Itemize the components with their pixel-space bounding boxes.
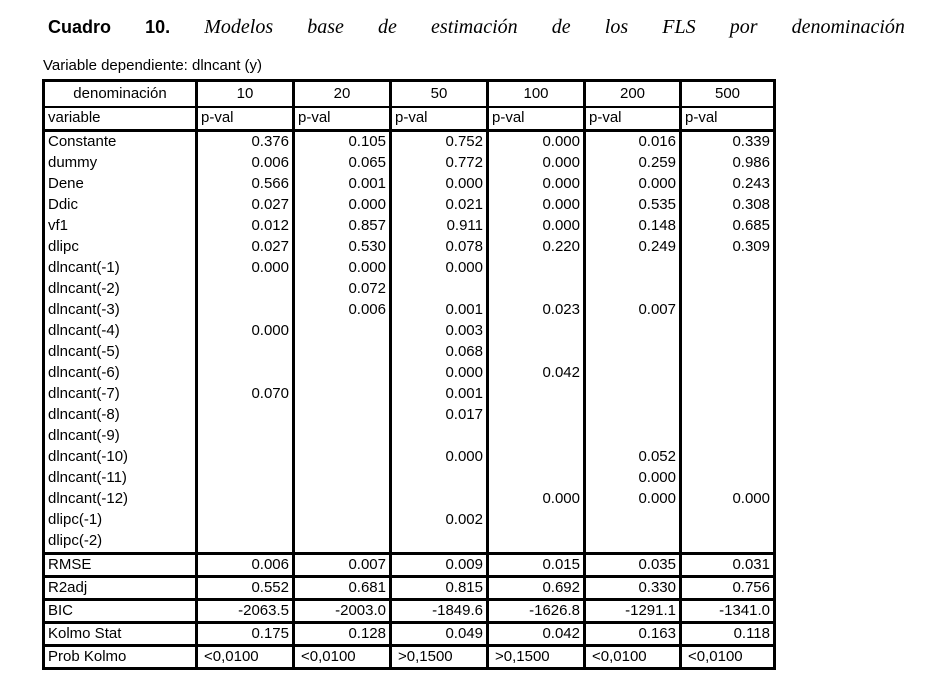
- p-value-cell: 0.000: [391, 363, 488, 384]
- p-value-cell: [488, 531, 585, 554]
- p-value-cell: 0.000: [391, 447, 488, 468]
- p-value-cell: [681, 321, 775, 342]
- p-value-cell: 0.685: [681, 216, 775, 237]
- p-value-cell: [585, 384, 681, 405]
- column-header-50: 50: [391, 81, 488, 108]
- column-header-500: 500: [681, 81, 775, 108]
- stat-value-cell: -1626.8: [488, 600, 585, 623]
- p-value-cell: 0.052: [585, 447, 681, 468]
- stat-value-cell: 0.163: [585, 623, 681, 646]
- stat-value-cell: 0.007: [294, 554, 391, 577]
- pval-header: p-val: [294, 107, 391, 131]
- p-value-cell: [197, 489, 294, 510]
- p-value-cell: [197, 279, 294, 300]
- p-value-cell: 0.000: [488, 216, 585, 237]
- variable-name-cell: Dene: [44, 174, 197, 195]
- table-row: [44, 195, 775, 216]
- p-value-cell: [681, 531, 775, 554]
- p-value-cell: [391, 279, 488, 300]
- stat-value-cell: 0.815: [391, 577, 488, 600]
- table-row: [44, 237, 775, 258]
- variable-name-cell: dlncant(-3): [44, 300, 197, 321]
- p-value-cell: 0.006: [294, 300, 391, 321]
- stat-label-cell: R2adj: [44, 577, 197, 600]
- p-value-cell: 0.857: [294, 216, 391, 237]
- caption-label-word: 10.: [145, 17, 171, 37]
- caption-title-word: de: [378, 16, 397, 38]
- table-row: [44, 300, 775, 321]
- p-value-cell: 0.000: [294, 258, 391, 279]
- p-value-cell: 0.027: [197, 237, 294, 258]
- p-value-cell: 0.000: [681, 489, 775, 510]
- table-row: [44, 321, 775, 342]
- variable-name-cell: dlipc(-1): [44, 510, 197, 531]
- p-value-cell: 0.000: [197, 258, 294, 279]
- table-row: [44, 153, 775, 174]
- stat-value-cell: -2003.0: [294, 600, 391, 623]
- variable-name-cell: dlncant(-6): [44, 363, 197, 384]
- variable-name-cell: vf1: [44, 216, 197, 237]
- p-value-cell: [681, 384, 775, 405]
- table-row: [44, 447, 775, 468]
- table-row: [44, 426, 775, 447]
- p-value-cell: 0.535: [585, 195, 681, 216]
- stat-value-cell: 0.175: [197, 623, 294, 646]
- stat-value-cell: 0.031: [681, 554, 775, 577]
- p-value-cell: 0.752: [391, 131, 488, 154]
- p-value-cell: [294, 489, 391, 510]
- variable-name-cell: dlncant(-4): [44, 321, 197, 342]
- p-value-cell: [585, 342, 681, 363]
- stat-value-cell: 0.042: [488, 623, 585, 646]
- variable-name-cell: dlncant(-5): [44, 342, 197, 363]
- variable-name-cell: dlncant(-2): [44, 279, 197, 300]
- stat-value-cell: 0.330: [585, 577, 681, 600]
- p-value-cell: 0.023: [488, 300, 585, 321]
- summary-row: [44, 554, 775, 577]
- fls-models-table: [42, 79, 776, 670]
- p-value-cell: [488, 426, 585, 447]
- p-value-cell: 0.070: [197, 384, 294, 405]
- p-value-cell: 0.772: [391, 153, 488, 174]
- p-value-cell: [681, 510, 775, 531]
- stat-value-cell: 0.681: [294, 577, 391, 600]
- p-value-cell: 0.000: [585, 174, 681, 195]
- column-header-20: 20: [294, 81, 391, 108]
- p-value-cell: [197, 510, 294, 531]
- stat-value-cell: 0.128: [294, 623, 391, 646]
- p-value-cell: 0.530: [294, 237, 391, 258]
- p-value-cell: [197, 531, 294, 554]
- variable-header-row: [44, 107, 775, 131]
- caption-title-word: estimación: [431, 16, 518, 38]
- p-value-cell: [294, 447, 391, 468]
- p-value-cell: [294, 405, 391, 426]
- stat-value-cell: 0.006: [197, 554, 294, 577]
- caption-title-word: los: [604, 16, 629, 38]
- p-value-cell: [681, 342, 775, 363]
- stat-label-cell: BIC: [44, 600, 197, 623]
- p-value-cell: [488, 405, 585, 426]
- p-value-cell: 0.105: [294, 131, 391, 154]
- p-value-cell: 0.000: [294, 195, 391, 216]
- p-value-cell: 0.220: [488, 237, 585, 258]
- summary-row: [44, 623, 775, 646]
- table-row: [44, 342, 775, 363]
- p-value-cell: [585, 258, 681, 279]
- p-value-cell: 0.006: [197, 153, 294, 174]
- p-value-cell: [391, 468, 488, 489]
- p-value-cell: 0.002: [391, 510, 488, 531]
- pval-header: p-val: [197, 107, 294, 131]
- p-value-cell: 0.001: [294, 174, 391, 195]
- p-value-cell: 0.017: [391, 405, 488, 426]
- variable-name-cell: dlipc(-2): [44, 531, 197, 554]
- p-value-cell: 0.065: [294, 153, 391, 174]
- p-value-cell: [197, 405, 294, 426]
- table-row: [44, 363, 775, 384]
- caption-title-word: base: [307, 16, 344, 38]
- p-value-cell: 0.042: [488, 363, 585, 384]
- p-value-cell: 0.021: [391, 195, 488, 216]
- p-value-cell: [488, 258, 585, 279]
- p-value-cell: 0.000: [391, 174, 488, 195]
- p-value-cell: 0.000: [585, 468, 681, 489]
- p-value-cell: 0.016: [585, 131, 681, 154]
- p-value-cell: [681, 426, 775, 447]
- denomination-header-row: [44, 81, 775, 108]
- p-value-cell: 0.068: [391, 342, 488, 363]
- p-value-cell: [681, 363, 775, 384]
- table-row: [44, 405, 775, 426]
- stat-label-cell: Prob Kolmo: [44, 646, 197, 669]
- pval-header: p-val: [391, 107, 488, 131]
- p-value-cell: 0.000: [488, 195, 585, 216]
- stat-label-cell: RMSE: [44, 554, 197, 577]
- p-value-cell: [488, 342, 585, 363]
- p-value-cell: [294, 531, 391, 554]
- p-value-cell: 0.000: [585, 489, 681, 510]
- p-value-cell: [681, 279, 775, 300]
- p-value-cell: 0.308: [681, 195, 775, 216]
- p-value-cell: 0.911: [391, 216, 488, 237]
- p-value-cell: 0.000: [391, 258, 488, 279]
- stat-value-cell: <0,0100: [681, 646, 775, 669]
- p-value-cell: 0.309: [681, 237, 775, 258]
- caption-title-word: de: [551, 16, 571, 38]
- caption-title-word: Modelos: [204, 16, 274, 38]
- p-value-cell: 0.000: [488, 489, 585, 510]
- p-value-cell: [197, 468, 294, 489]
- p-value-cell: [294, 342, 391, 363]
- p-value-cell: 0.986: [681, 153, 775, 174]
- table-row: [44, 131, 775, 154]
- p-value-cell: [488, 510, 585, 531]
- p-value-cell: [294, 384, 391, 405]
- variable-name-cell: dlncant(-1): [44, 258, 197, 279]
- p-value-cell: 0.000: [488, 174, 585, 195]
- p-value-cell: 0.012: [197, 216, 294, 237]
- p-value-cell: [197, 342, 294, 363]
- p-value-cell: 0.148: [585, 216, 681, 237]
- p-value-cell: 0.001: [391, 384, 488, 405]
- pval-header: p-val: [681, 107, 775, 131]
- p-value-cell: [488, 279, 585, 300]
- p-value-cell: 0.000: [197, 321, 294, 342]
- p-value-cell: [488, 384, 585, 405]
- variable-name-cell: dummy: [44, 153, 197, 174]
- p-value-cell: [585, 405, 681, 426]
- stat-value-cell: <0,0100: [197, 646, 294, 669]
- stat-value-cell: 0.009: [391, 554, 488, 577]
- p-value-cell: [294, 468, 391, 489]
- p-value-cell: [488, 468, 585, 489]
- p-value-cell: [294, 510, 391, 531]
- column-header-10: 10: [197, 81, 294, 108]
- pval-header: p-val: [488, 107, 585, 131]
- variable-header: variable: [44, 107, 197, 131]
- stat-value-cell: -1341.0: [681, 600, 775, 623]
- p-value-cell: [197, 426, 294, 447]
- p-value-cell: [391, 426, 488, 447]
- p-value-cell: [391, 531, 488, 554]
- p-value-cell: [294, 426, 391, 447]
- caption-title-word: denominación: [791, 16, 905, 38]
- p-value-cell: [681, 258, 775, 279]
- p-value-cell: 0.003: [391, 321, 488, 342]
- stat-value-cell: 0.552: [197, 577, 294, 600]
- stat-value-cell: -1849.6: [391, 600, 488, 623]
- table-row: [44, 531, 775, 554]
- table-row: [44, 489, 775, 510]
- table-row: [44, 258, 775, 279]
- column-header-100: 100: [488, 81, 585, 108]
- p-value-cell: [488, 447, 585, 468]
- stat-value-cell: 0.035: [585, 554, 681, 577]
- p-value-cell: [585, 321, 681, 342]
- summary-row: [44, 646, 775, 669]
- p-value-cell: [585, 510, 681, 531]
- p-value-cell: 0.072: [294, 279, 391, 300]
- p-value-cell: 0.243: [681, 174, 775, 195]
- denomination-header: denominación: [44, 81, 197, 108]
- variable-name-cell: dlncant(-11): [44, 468, 197, 489]
- p-value-cell: [391, 489, 488, 510]
- pval-header: p-val: [585, 107, 681, 131]
- p-value-cell: [585, 531, 681, 554]
- variable-name-cell: dlncant(-7): [44, 384, 197, 405]
- variable-name-cell: Ddic: [44, 195, 197, 216]
- variable-name-cell: dlncant(-10): [44, 447, 197, 468]
- stat-value-cell: <0,0100: [585, 646, 681, 669]
- table-row: [44, 468, 775, 489]
- p-value-cell: [197, 300, 294, 321]
- p-value-cell: 0.027: [197, 195, 294, 216]
- table-caption: [48, 16, 905, 39]
- p-value-cell: [197, 363, 294, 384]
- caption-title-word: FLS: [662, 16, 696, 38]
- stat-value-cell: 0.118: [681, 623, 775, 646]
- variable-name-cell: dlncant(-8): [44, 405, 197, 426]
- summary-row: [44, 577, 775, 600]
- variable-name-cell: Constante: [44, 131, 197, 154]
- p-value-cell: [488, 321, 585, 342]
- caption-title-word: por: [729, 16, 758, 38]
- stat-value-cell: >0,1500: [391, 646, 488, 669]
- column-header-200: 200: [585, 81, 681, 108]
- table-row: [44, 216, 775, 237]
- p-value-cell: 0.249: [585, 237, 681, 258]
- p-value-cell: [681, 300, 775, 321]
- p-value-cell: 0.078: [391, 237, 488, 258]
- p-value-cell: [197, 447, 294, 468]
- p-value-cell: 0.339: [681, 131, 775, 154]
- p-value-cell: [681, 447, 775, 468]
- p-value-cell: 0.259: [585, 153, 681, 174]
- dependent-variable-label: Variable dependiente: dlncant (y): [43, 57, 263, 74]
- variable-name-cell: dlncant(-12): [44, 489, 197, 510]
- table-row: [44, 174, 775, 195]
- stat-value-cell: -2063.5: [197, 600, 294, 623]
- caption-label-word: Cuadro: [48, 17, 111, 37]
- p-value-cell: 0.566: [197, 174, 294, 195]
- stat-value-cell: >0,1500: [488, 646, 585, 669]
- p-value-cell: [294, 321, 391, 342]
- stat-value-cell: 0.692: [488, 577, 585, 600]
- p-value-cell: [294, 363, 391, 384]
- p-value-cell: 0.000: [488, 153, 585, 174]
- variable-name-cell: dlipc: [44, 237, 197, 258]
- stat-value-cell: <0,0100: [294, 646, 391, 669]
- summary-row: [44, 600, 775, 623]
- p-value-cell: 0.007: [585, 300, 681, 321]
- table-row: [44, 510, 775, 531]
- variable-name-cell: dlncant(-9): [44, 426, 197, 447]
- stat-value-cell: 0.756: [681, 577, 775, 600]
- table-row: [44, 384, 775, 405]
- stat-value-cell: 0.015: [488, 554, 585, 577]
- p-value-cell: [681, 405, 775, 426]
- p-value-cell: [585, 279, 681, 300]
- stat-value-cell: 0.049: [391, 623, 488, 646]
- table-row: [44, 279, 775, 300]
- p-value-cell: [681, 468, 775, 489]
- p-value-cell: 0.001: [391, 300, 488, 321]
- p-value-cell: [585, 363, 681, 384]
- p-value-cell: 0.000: [488, 131, 585, 154]
- stat-value-cell: -1291.1: [585, 600, 681, 623]
- p-value-cell: 0.376: [197, 131, 294, 154]
- stat-label-cell: Kolmo Stat: [44, 623, 197, 646]
- p-value-cell: [585, 426, 681, 447]
